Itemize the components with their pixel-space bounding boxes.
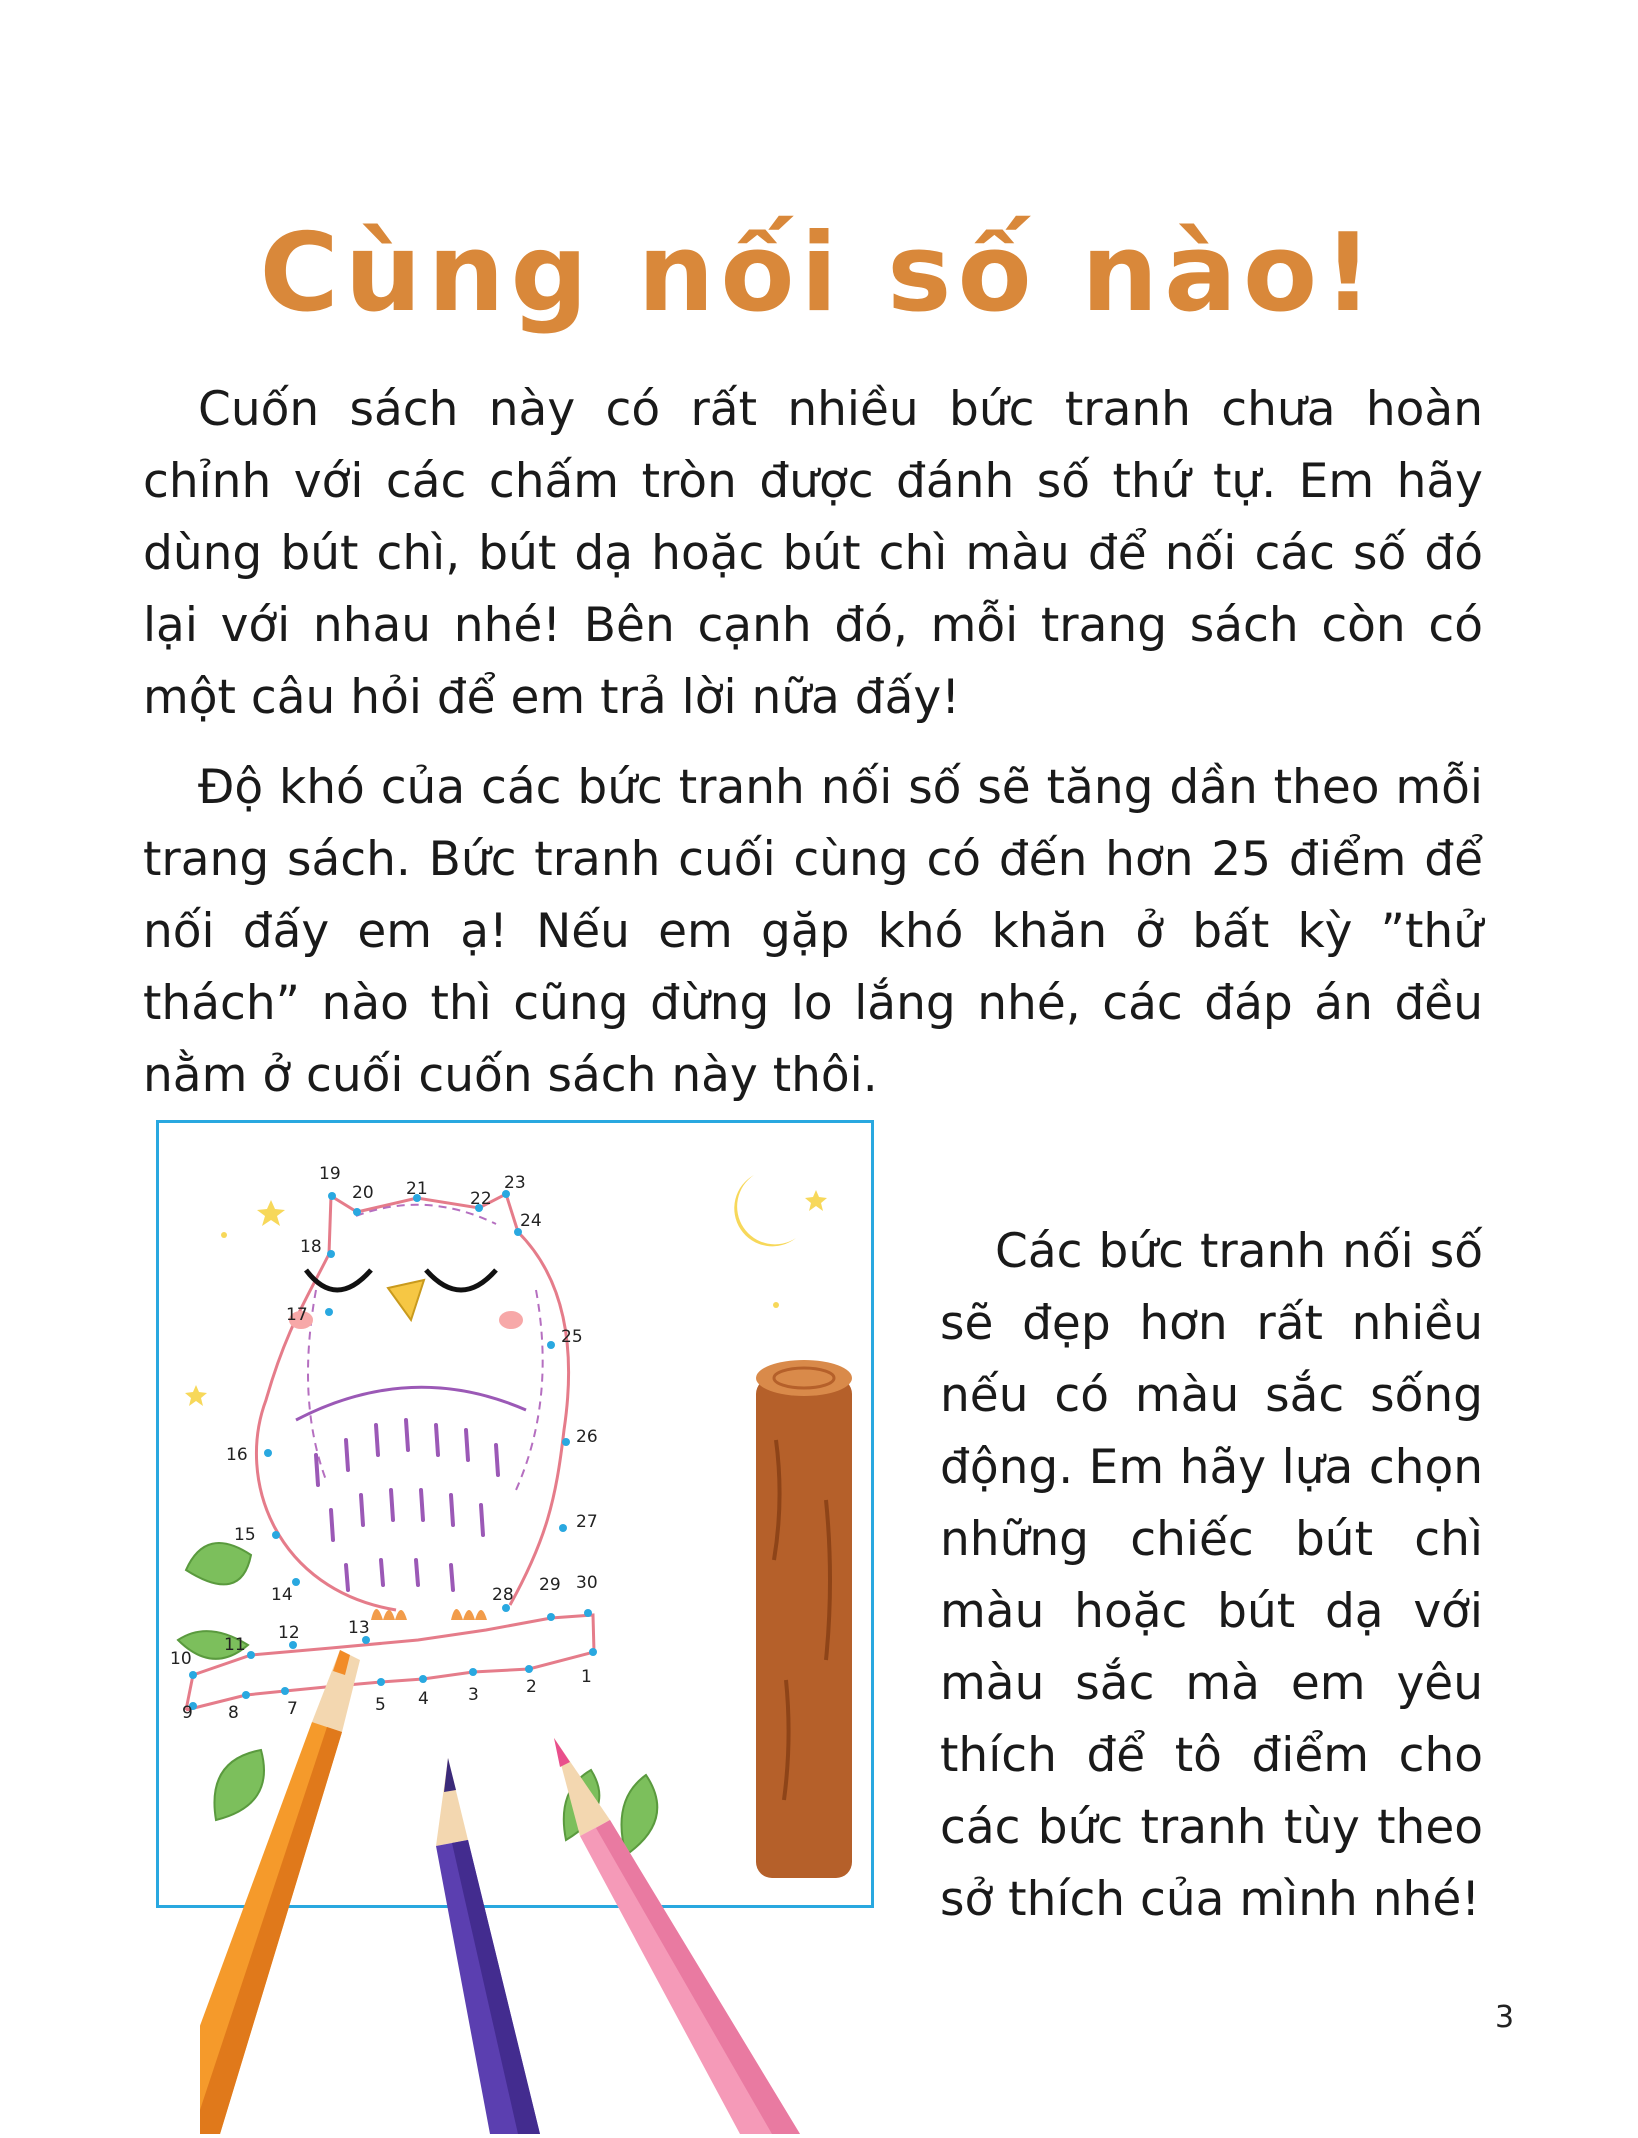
dot-label: 21 [406, 1179, 428, 1199]
dot-label: 10 [170, 1649, 192, 1669]
dot-label: 12 [278, 1623, 300, 1643]
purple-pencil-icon [436, 1758, 540, 2134]
difficulty-paragraph: Độ khó của các bức tranh nối số sẽ tăng dần theo mỗi trang sách. Bức tranh cuối cùng có đến hơn 25 điểm để nối đấy em ạ! Nếu em gặp khó khăn ở bất kỳ ”thử thách” nào thì cũng đừng lo lắng nhé, các đáp án đều nằm ở cuối cuốn sách này thôi. [143, 760, 1483, 1103]
dot-label: 23 [504, 1173, 526, 1193]
dot-label: 4 [418, 1689, 429, 1709]
dot-label: 15 [234, 1525, 256, 1545]
dot-label: 20 [352, 1183, 374, 1203]
dot-label: 13 [348, 1618, 370, 1638]
page-title: Cùng nối số nào! [259, 211, 1379, 337]
dot-label: 19 [319, 1164, 341, 1184]
dot-label: 18 [300, 1237, 322, 1257]
dot-label: 9 [182, 1703, 193, 1723]
dot-label: 14 [271, 1585, 293, 1605]
dot-label: 5 [375, 1695, 386, 1715]
dot-label: 27 [576, 1512, 598, 1532]
dot-label: 30 [576, 1573, 598, 1593]
dot-label: 11 [224, 1635, 246, 1655]
coloring-paragraph: Các bức tranh nối số sẽ đẹp hơn rất nhiều nếu có màu sắc sống động. Em hãy lựa chọn những chiếc bút chì màu hoặc bút dạ với màu sắc mà em yêu thích để tô điểm cho các bức tranh tùy theo sở thích của mình nhé! [940, 1224, 1483, 1927]
dot-label: 17 [286, 1305, 308, 1325]
dot-label: 1 [581, 1667, 592, 1687]
page-number: 3 [1495, 2000, 1515, 2035]
orange-pencil-icon [200, 1650, 360, 2134]
pink-pencil-icon [554, 1738, 800, 2134]
dot-label: 8 [228, 1703, 239, 1723]
colored-pencils [200, 1640, 880, 2134]
dot-label: 26 [576, 1427, 598, 1447]
dot-label: 16 [226, 1445, 248, 1465]
dot-label: 22 [470, 1189, 492, 1209]
dot-label: 29 [539, 1575, 561, 1595]
dot-label: 7 [287, 1699, 298, 1719]
dot-label: 2 [526, 1677, 537, 1697]
dot-label: 24 [520, 1211, 542, 1231]
dot-label: 25 [561, 1327, 583, 1347]
intro-paragraph: Cuốn sách này có rất nhiều bức tranh chưa hoàn chỉnh với các chấm tròn được đánh số thứ tự. Em hãy dùng bút chì, bút dạ hoặc bút chì màu để nối các số đó lại với nhau nhé! Bên cạnh đó, mỗi trang sách còn có một câu hỏi để em trả lời nữa đấy! [143, 382, 1483, 725]
dot-label: 28 [492, 1585, 514, 1605]
dot-label: 3 [468, 1685, 479, 1705]
